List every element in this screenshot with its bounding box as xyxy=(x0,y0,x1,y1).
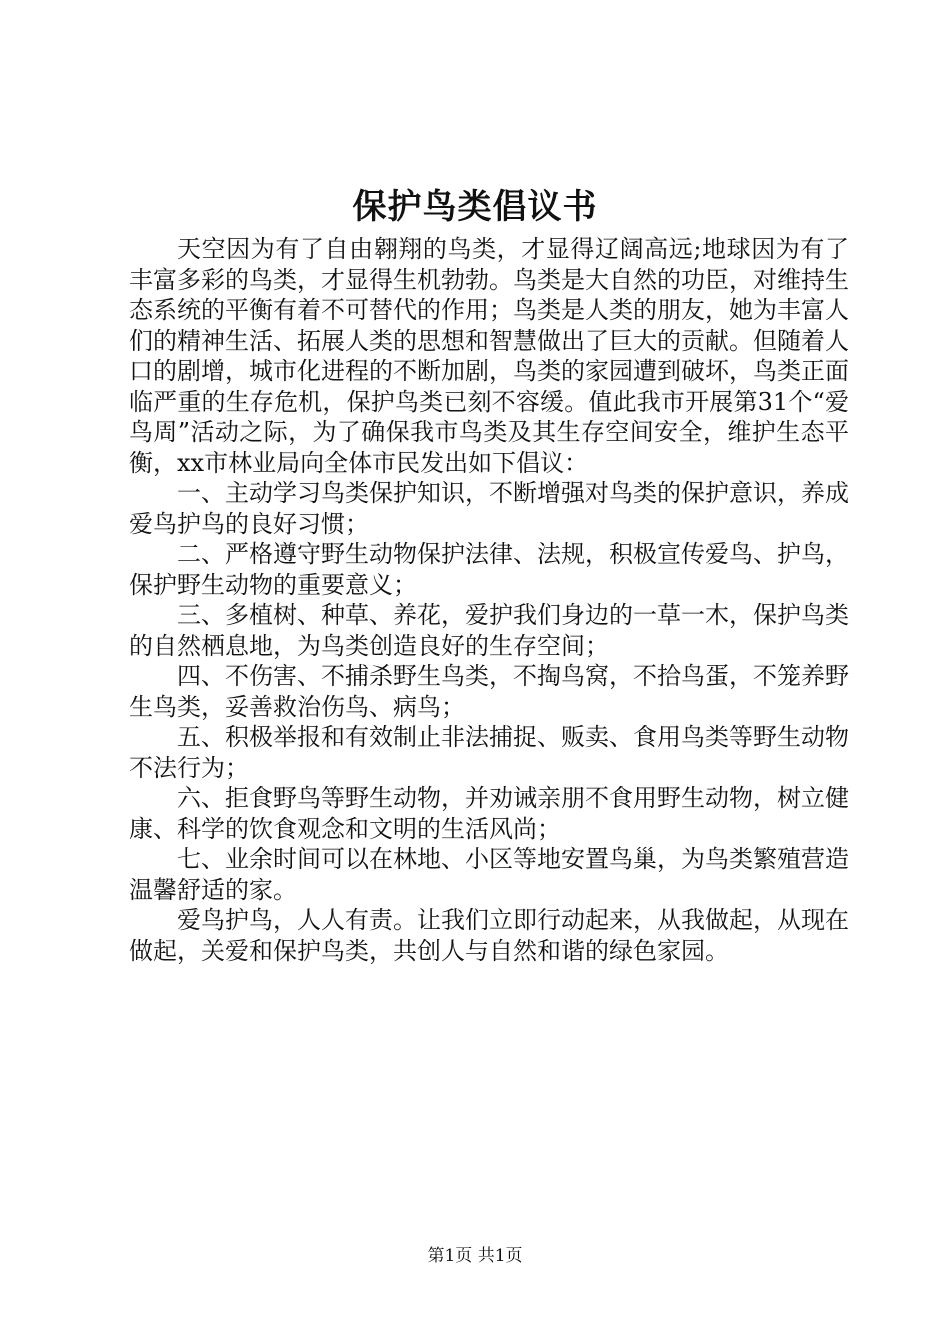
proposal-item-3: 三、多植树、种草、养花，爱护我们身边的一草一木，保护鸟类的自然栖息地，为鸟类创造良好的生存空间； xyxy=(129,601,849,660)
proposal-item-5: 五、积极举报和有效制止非法捕捉、贩卖、食用鸟类等野生动物不法行为； xyxy=(129,723,849,782)
proposal-item-4: 四、不伤害、不捕杀野生鸟类，不掏鸟窝，不拾鸟蛋，不笼养野生鸟类，妥善救治伤鸟、病鸟； xyxy=(129,662,849,721)
document-body xyxy=(129,234,849,966)
page-footer: 第1页 共1页 xyxy=(427,1246,523,1266)
proposal-item-1: 一、主动学习鸟类保护知识，不断增强对鸟类的保护意识，养成爱鸟护鸟的良好习惯； xyxy=(129,479,849,538)
proposal-item-7: 七、业余时间可以在林地、小区等地安置鸟巢，为鸟类繁殖营造温馨舒适的家。 xyxy=(129,845,849,904)
document-title: 保护鸟类倡议书 xyxy=(352,187,598,227)
proposal-item-6: 六、拒食野鸟等野生动物，并劝诫亲朋不食用野生动物，树立健康、科学的饮食观念和文明的生活风尚； xyxy=(129,784,849,843)
closing-paragraph: 爱鸟护鸟，人人有责。让我们立即行动起来，从我做起，从现在做起，关爱和保护鸟类，共创人与自然和谐的绿色家园。 xyxy=(129,906,849,965)
proposal-item-2: 二、严格遵守野生动物保护法律、法规，积极宣传爱鸟、护鸟，保护野生动物的重要意义； xyxy=(129,540,849,599)
intro-paragraph: 天空因为有了自由翱翔的鸟类，才显得辽阔高远;地球因为有了丰富多彩的鸟类，才显得生机勃勃。鸟类是大自然的功臣，对维持生态系统的平衡有着不可替代的作用；鸟类是人类的朋友，她为丰富人们的精神生活、拓展人类的思想和智慧做出了巨大的贡献。但随着人口的剧增，城市化进程的不断加剧，鸟类的家园遭到破坏，鸟类正面临严重的生存危机，保护鸟类已刻不容缓。值此我市开展第31个“爱鸟周”活动之际，为了确保我市鸟类及其生存空间安全，维护生态平衡，xx市林业局向全体市民发出如下倡议： xyxy=(129,235,849,477)
